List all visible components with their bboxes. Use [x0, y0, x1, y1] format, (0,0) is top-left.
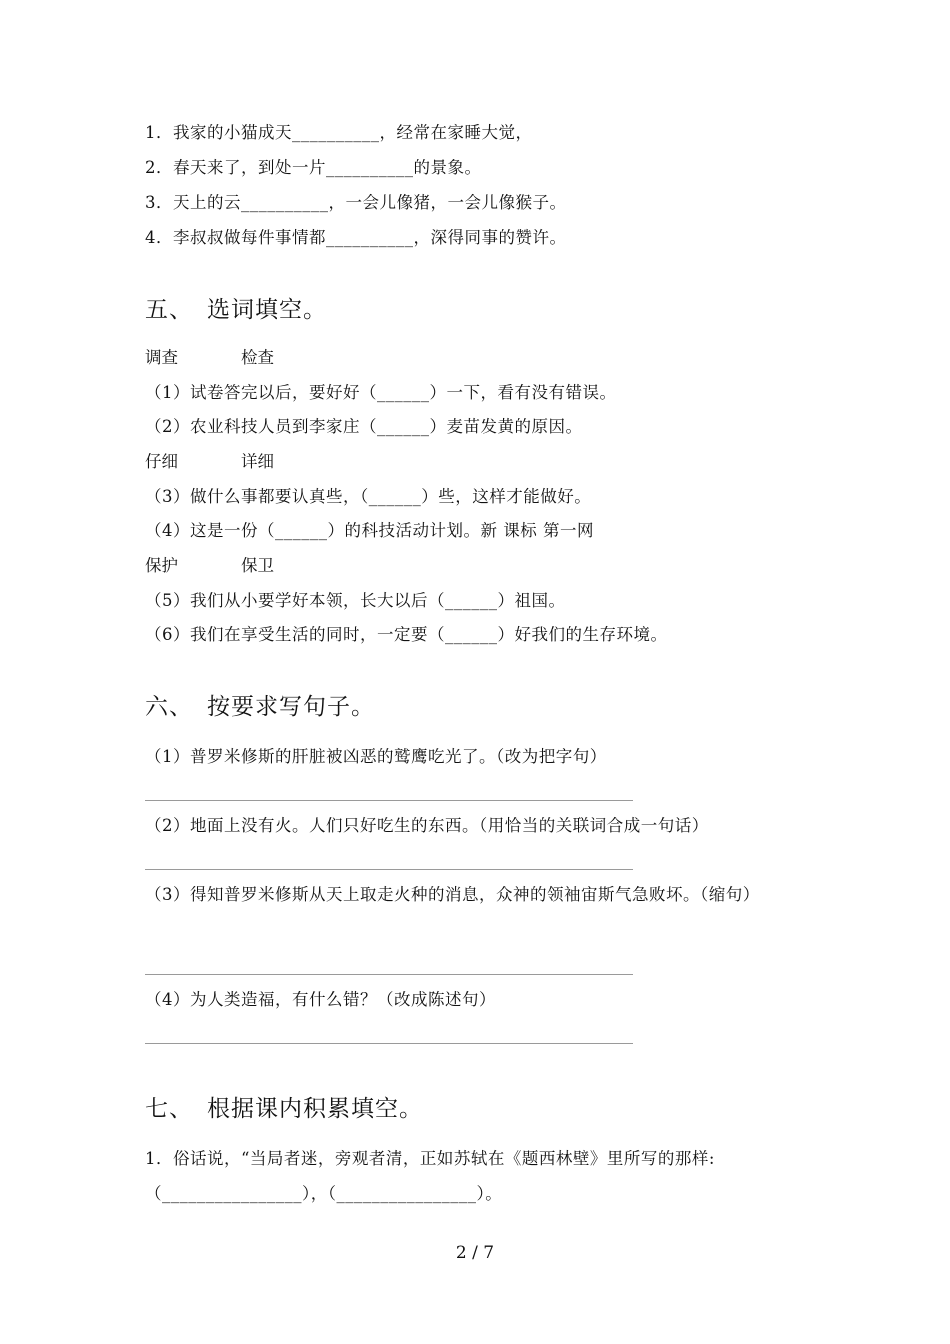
sentence-task-4: （4）为人类造福，有什么错？（改成陈述句）	[145, 990, 496, 1009]
page-number: 2 / 7	[455, 1243, 495, 1263]
word-choice-group-1	[145, 347, 274, 369]
word-choice-group-2	[145, 451, 274, 473]
section5-heading	[145, 295, 327, 325]
choice-item-3: （3）做什么事都要认真些，（______）些，这样才能做好。	[145, 487, 592, 506]
answer-line-1[interactable]	[145, 800, 633, 801]
word-choice: 调查	[145, 348, 178, 367]
choice-item-1: （1）试卷答完以后，要好好（______）一下，看有没有错误。	[145, 383, 617, 402]
section7-number: 七、	[145, 1096, 193, 1122]
choice-item-6: （6）我们在享受生活的同时，一定要（______）好我们的生存环境。	[145, 625, 668, 644]
section6-heading	[145, 692, 375, 722]
word-choice: 保护	[145, 556, 178, 575]
fill-item-3: 3．天上的云__________，一会儿像猪，一会儿像猴子。	[145, 193, 567, 212]
answer-line-2[interactable]	[145, 869, 633, 870]
sentence-task-1: （1）普罗米修斯的肝脏被凶恶的鹫鹰吃光了。（改为把字句）	[145, 747, 607, 766]
section5-title: 选词填空。	[207, 297, 327, 323]
section6-title: 按要求写句子。	[207, 694, 375, 720]
fill-item-4: 4．李叔叔做每件事情都__________，深得同事的赞许。	[145, 228, 567, 247]
word-choice-group-3	[145, 555, 274, 577]
choice-item-5: （5）我们从小要学好本领，长大以后（______）祖国。	[145, 591, 566, 610]
word-choice: 检查	[241, 348, 274, 367]
fill-item-2: 2．春天来了，到处一片__________的景象。	[145, 158, 482, 177]
sentence-task-3: （3）得知普罗米修斯从天上取走火种的消息，众神的领袖宙斯气急败坏。（缩句）	[145, 885, 760, 904]
section7-heading	[145, 1094, 423, 1124]
fill-item-1: 1．我家的小猫成天__________，经常在家睡大觉，	[145, 123, 533, 142]
word-choice: 保卫	[241, 556, 274, 575]
answer-line-3[interactable]	[145, 974, 633, 975]
section5-number: 五、	[145, 297, 193, 323]
recall-item-1-line1: 1．俗话说，“当局者迷，旁观者清，正如苏轼在《题西林壁》里所写的那样:	[145, 1149, 715, 1168]
sentence-task-2: （2）地面上没有火。人们只好吃生的东西。（用恰当的关联词合成一句话）	[145, 816, 709, 835]
recall-item-1-line2: （________________），（________________）。	[145, 1184, 503, 1203]
word-choice: 仔细	[145, 452, 178, 471]
word-choice: 详细	[241, 452, 274, 471]
choice-item-4: （4）这是一份（______）的科技活动计划。新 课标 第一网	[145, 521, 594, 540]
section6-number: 六、	[145, 694, 193, 720]
section7-title: 根据课内积累填空。	[207, 1096, 423, 1122]
answer-line-4[interactable]	[145, 1043, 633, 1044]
choice-item-2: （2）农业科技人员到李家庄（______）麦苗发黄的原因。	[145, 417, 583, 436]
